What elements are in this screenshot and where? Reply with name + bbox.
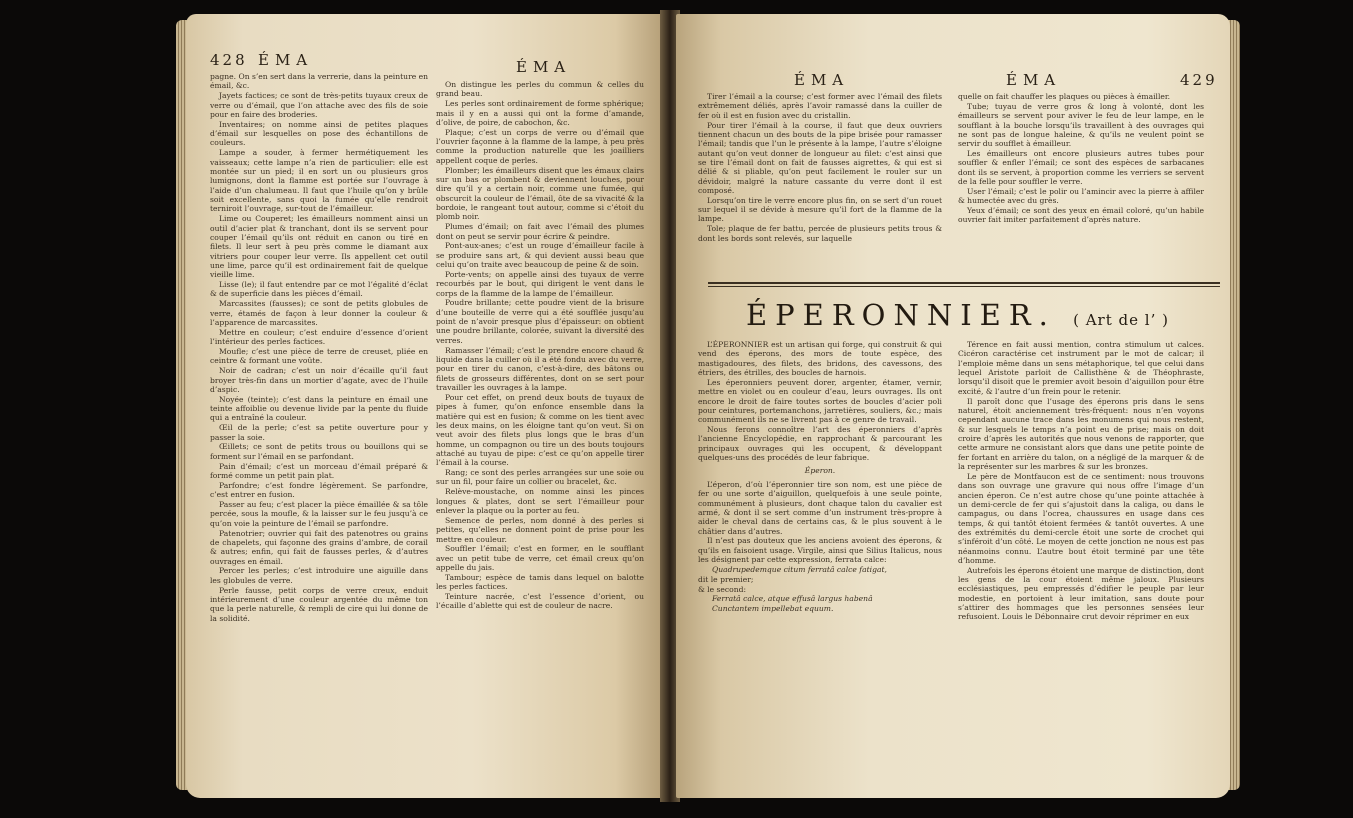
entry: dit le premier; (698, 574, 754, 584)
verse-line: Ferratâ calce, atque effusâ largus habenâ (712, 594, 873, 604)
entry: Pour tirer l’émail à la course, il faut que deux ouvriers tiennent chacun un des bouts de la pipe brisée pour ramasser l’émail; tandis que l’un le présente à la lampe, l’autre s’éloigne autant qu’on veut donner de longueur au filet: c’est ainsi que se tire l’émail dont on fait de fausses aigrettes, & qui est si délié & si pliable, qu’on peut facilement le rouler sur un dévidoir, malgré la nature cassante du verre dont il est composé. (698, 120, 942, 195)
entry: On distingue les perles du commun & celles du grand beau. (436, 80, 644, 99)
entry: Moufle; c’est une pièce de terre de creuset, pliée en ceintre & formant une voûte. (210, 346, 428, 366)
entry: Tirer l’émail a la course; c’est former avec l’émail des filets extrêmement déliés, après l’avoir ramassé dans la cuiller de fer où il est en fusion avec du cristallin. (698, 92, 942, 120)
entry: Pain d’émail; c’est un morceau d’émail préparé & formé comme un petit pain plat. (210, 461, 428, 480)
entry: Lorsqu’on tire le verre encore plus fin, on se sert d’un rouet sur lequel il se dévide à mesure qu’il fort de la flamme de la lampe. (698, 195, 942, 224)
entry: Il n’est pas douteux que les anciens avoient des éperons, & qu’ils en faisoient usage. Virgile, ainsi que Silius Italicus, nous les désignent par cette expression, ferrata calce: (698, 536, 942, 565)
left-column-1 (210, 72, 428, 788)
section-title (746, 298, 1169, 332)
entry: Ramasser l’émail; c’est le prendre encore chaud & liquide dans la cuiller où il a été fondu avec du verre, pour en tirer du canon, c’est-à-dire, des bâtons ou filets de grosseurs différentes, dont on se sert pour travailler les ouvrages à la lampe. (436, 345, 644, 392)
entry: User l’émail; c’est le polir ou l’amincir avec la pierre à affiler & humectée avec du grès. (958, 186, 1204, 206)
entry: Teinture nacrée, c’est l’essence d’orient, ou l’écaille d’ablette qui est de couleur de nacre. (436, 592, 644, 611)
entry: Lisse (le); il faut entendre par ce mot l’égalité d’éclat & de superficie dans les pièces d’émail. (210, 280, 428, 299)
section-rule-thin (708, 286, 1220, 287)
right-page (676, 14, 1230, 798)
entry: Inventaires; on nomme ainsi de petites plaques d’émail sur lesquelles on pose des échantillons de couleurs. (210, 119, 428, 148)
entry: Lime ou Couperet; les émailleurs nomment ainsi un outil d’acier plat & tranchant, dont ils se servent pour couper l’émail qu’ils ont réduit en canon ou tiré en filets. Il leur sert à peu près comme le diamant aux vitriers pour couper leur verre. Ils appellent cet outil une lime, parce qu’il est ordinairement fait de quelque vieille lime. (210, 214, 428, 280)
right-column-2-bottom (958, 340, 1204, 788)
entry: L’ÉPERONNIER est un artisan qui forge, qui construit & qui vend des éperons, des mors de toute espèce, des mastigadoures, des filets, des bridons, des cavessons, des étriers, des étrilles, des boucles de harnois. (698, 340, 942, 378)
entry: Les émailleurs ont encore plusieurs autres tubes pour souffler & enfler l’émail; ce sont des espèces de sarbacanes dont ils se servent, à proportion comme les verriers se servent de la felle pour souffler le verre. (958, 149, 1204, 187)
entry: Œil de la perle; c’est sa petite ouverture pour y passer la soie. (210, 423, 428, 442)
section-title-main: ÉPERONNIER. (746, 298, 1056, 332)
right-column-1-top (698, 92, 942, 272)
verse-line: Cunctantem impellebat equum. (712, 604, 834, 614)
entry: Autrefois les éperons étoient une marque de distinction, dont les gens de la cour étoient même jaloux. Plusieurs ecclésiastiques, peu empressés d’édifier le peuple par leur modestie, en portoient à leur imitation, sans doute pour s’attirer des hommages que les personnes sensées leur refusoient. Louis le Débonnaire crut devoir réprimer en eux (958, 565, 1204, 622)
entry: Marcassites (fausses); ce sont de petits globules de verre, étamés de façon à leur donner la couleur & l’apparence de marcassites. (210, 299, 428, 327)
entry: Tole; plaque de fer battu, percée de plusieurs petits trous & dont les bords sont relevés, sur laquelle (698, 224, 942, 243)
entry: Lampe a souder, à fermer hermétiquement les vaisseaux; cette lampe n’a rien de particulier: elle est montée sur un pied; il en sort un ou plusieurs gros lumignons, dont la flamme est portée sur l’ouvrage à l’aide d’un chalumeau. Il faut que l’huile qu’on y brûle soit excellente, sans quoi la fumée qu’elle rendroit terniroit l’ouvrage, sur-tout de l’émailleur. (210, 148, 428, 214)
entry: Jayets factices; ce sont de très-petits tuyaux creux de verre ou d’émail, que l’on attache avec des fils de soie pour en faire des broderies. (210, 91, 428, 119)
entry: Plaque; c’est un corps de verre ou d’émail que l’ouvrier façonne à la flamme de la lampe, à peu près comme la production naturelle que les joailliers appellent coque de perles. (436, 127, 644, 165)
left-running-head-2: ÉMA (516, 58, 572, 76)
left-page-number: 428 (210, 51, 248, 69)
entry: Le père de Montfaucon est de ce sentiment: nous trouvons dans son ouvrage une gravure qui nous offre l’image d’un ancien éperon. Ce n’est autre chose qu’une pointe attachée à un demi-cercle de fer qui s’ajustoit dans la caliga, ou dans le campagus, ou dans l’ocrea, chaussures en usage dans ces temps, & qui tantôt étoient fermées & tantôt ouvertes. A une des extrémités du demi-cercle étoit une sorte de crochet qui s’inféroit d’un côté. Le moyen de cette jonction ne nous est pas néanmoins connu. L’autre bout étoit terminé par une tête d’homme. (958, 471, 1204, 565)
entry: L’éperon, d’où l’éperonnier tire son nom, est une pièce de fer ou une sorte d’aiguillon, quelquefois à une seule pointe, communément à plusieurs, dont chaque talon du cavalier est armé, & dont il se sert comme d’un instrument très-propre à aider le cheval dans de certains cas, & le plus souvent à le châtier dans d’autres. (698, 479, 942, 536)
entry: Parfondre; c’est fondre légèrement. Se parfondre, c’est entrer en fusion. (210, 480, 428, 500)
entry: Poudre brillante; cette poudre vient de la brisure d’une bouteille de verre qui a été soufflée jusqu’au point de n’avoir presque plus d’épaisseur: on obtient une poudre brillante, colorée, suivant la diversité des verres. (436, 298, 644, 345)
right-column-1-bottom (698, 340, 942, 788)
right-running-head-1: ÉMA (794, 71, 850, 89)
entry: Nous ferons connoître l’art des éperonniers d’après l’ancienne Encyclopédie, en rapprochant & parcourant les principaux ouvrages qui les occupent, & développant quelques-uns des procédés de leur fabrique. (698, 425, 942, 463)
entry: Tambour; espèce de tamis dans lequel on balotte les perles factices. (436, 572, 644, 592)
entry: Porte-vents; on appelle ainsi des tuyaux de verre recourbés par le bout, qui dirigent le vent dans le corps de la flamme de la lampe de l’émailleur. (436, 269, 644, 298)
entry: Les perles sont ordinairement de forme sphérique; mais il y en a aussi qui ont la forme d’amande, d’olive, de poire, de cabochon, &c. (436, 99, 644, 127)
entry: Yeux d’émail; ce sont des yeux en émail coloré, qu’un habile ouvrier fait imiter parfaitement d’après nature. (958, 206, 1204, 225)
entry: Plumes d’émail; on fait avec l’émail des plumes dont on peut se servir pour écrire & peindre. (436, 222, 644, 241)
entry: Rang; ce sont des perles arrangées sur une soie ou sur un fil, pour faire un collier ou bracelet, &c. (436, 468, 644, 487)
entry: Il paroît donc que l’usage des éperons pris dans le sens naturel, étoit anciennement très-fréquent: nous n’en voyons cependant aucune trace dans les monumens qui nous restent, & sur lesquels le temps n’a point eu de prise; mais on doit croire d’après les autorités que nous venons de rapporter, que cette armure ne consistant alors que dans une petite pointe de fer fortant en arrière du talon, on a négligé de la marquer & de la représenter sur les marbres & sur les bronzes. (958, 396, 1204, 471)
entry: Tube; tuyau de verre gros & long à volonté, dont les émailleurs se servent pour aviver le feu de leur lampe, en le soufflant à la bouche lorsqu’ils travaillent à des ouvrages qui ne sont pas de longue haleine, & qu’ils ne veulent point se servir du soufflet à émailleur. (958, 101, 1204, 149)
entry: Mettre en couleur; c’est enduire d’essence d’orient l’intérieur des perles factices. (210, 327, 428, 347)
verse-line: Quadrupedemque citum ferratâ calce fatigat, (712, 564, 887, 574)
entry: & le second: (698, 584, 747, 594)
right-page-number: 429 (1180, 71, 1218, 89)
entry: Perle fausse, petit corps de verre creux, enduit intérieurement d’une couleur argentée du même ton que la perle naturelle, & rempli de cire qui lui donne de la solidité. (210, 585, 428, 623)
entry: Passer au feu; c’est placer la pièce émaillée & sa tôle percée, sous la moufle, & la laisser sur le feu jusqu’à ce qu’on voie la peinture de l’émail se parfondre. (210, 499, 428, 528)
entry: Noyée (teinte); c’est dans la peinture en émail une teinte affoiblie ou devenue livide par la pente du fluide qui a entraîné la couleur. (210, 394, 428, 423)
entry: quelle on fait chauffer les plaques ou pièces à émailler. (958, 92, 1171, 101)
entry: Noir de cadran; c’est un noir d’écaille qu’il faut broyer très-fin dans un mortier d’agate, avec de l’huile d’aspic. (210, 366, 428, 394)
entry: Plomber; les émailleurs disent que les émaux clairs sur un bas or plombent & deviennent louches, pour dire qu’il y a certain noir, comme une fumée, qui obscurcit la couleur de l’émail, ôte de sa vivacité & la bordoie, le rangeant tout autour, comme si c’étoit du plomb noir. (436, 165, 644, 222)
left-page (186, 14, 663, 798)
entry: pagne. On s’en sert dans la verrerie, dans la peinture en émail, &c. (210, 72, 428, 91)
entry: Percer les perles; c’est introduire une aiguille dans les globules de verre. (210, 566, 428, 585)
entry: Pour cet effet, on prend deux bouts de tuyaux de pipes à fumer, qu’on enfonce ensemble dans la matière qui est en fusion; & comme on les tient avec les deux mains, on les éloigne tant qu’on veut. Si on veut avoir des filets plus longs que le bras d’un homme, un compagnon ou tire un des bouts toujours attaché au tuyau de pipe: c’est ce qu’on appelle tirer l’émail à la course. (436, 392, 644, 468)
entry: Souffler l’émail; c’est en former, en le soufflant avec un petit tube de verre, cet émail creux qu’on appelle du jais. (436, 544, 644, 573)
section-title-subtitle: ( Art de l’ ) (1073, 311, 1169, 329)
entry: Les éperonniers peuvent dorer, argenter, étamer, vernir, mettre en violet ou en couleur d’eau, leurs ouvrages. Ils ont encore le droit de faire toutes sortes de boucles d’acier poli pour ceintures, portemanchons, jarretières, souliers, &c.; mais communément ils ne se livrent pas à ce genre de travail. (698, 377, 942, 425)
left-running-head-1: ÉMA (258, 51, 314, 69)
entry: Pont-aux-anes; c’est un rouge d’émailleur facile à se produire sans art, & qui devient aussi beau que celui qu’on traite avec beaucoup de peine & de soin. (436, 241, 644, 270)
entry: Œillets; ce sont de petits trous ou bouillons qui se forment sur l’émail en se parfondant. (210, 442, 428, 461)
subsection-heading: Éperon. (804, 466, 836, 476)
entry: Semence de perles, nom donné à des perles si petites, qu’elles ne donnent point de prise pour les mettre en couleur. (436, 515, 644, 544)
right-column-2-top (958, 92, 1204, 272)
section-rule-thick (708, 282, 1220, 284)
entry: Patenotrier; ouvrier qui fait des patenotres ou grains de chapelets, qui façonne des grains d’ambre, de corail & autres; enfin, qui fait de fausses perles, & d’autres ouvrages en émail. (210, 528, 428, 566)
entry: Relève-moustache, on nomme ainsi les pinces longues & plates, dont se sert l’émailleur pour enlever la plaque ou la porter au feu. (436, 487, 644, 515)
left-column-2 (436, 80, 644, 788)
entry: Térence en fait aussi mention, contra stimulum ut calces. Cicéron caractérise cet instrument par le mot de calcar; il l’emploie même dans un sens métaphorique, tel que celui dans lequel Aristote parloit de Callisthène & de Théophraste, lorsqu’il disoit que le premier avoit besoin d’aiguillon pour être excité, & l’autre d’un frein pour le retenir. (958, 340, 1204, 396)
right-running-head-2: ÉMA (1006, 71, 1062, 89)
